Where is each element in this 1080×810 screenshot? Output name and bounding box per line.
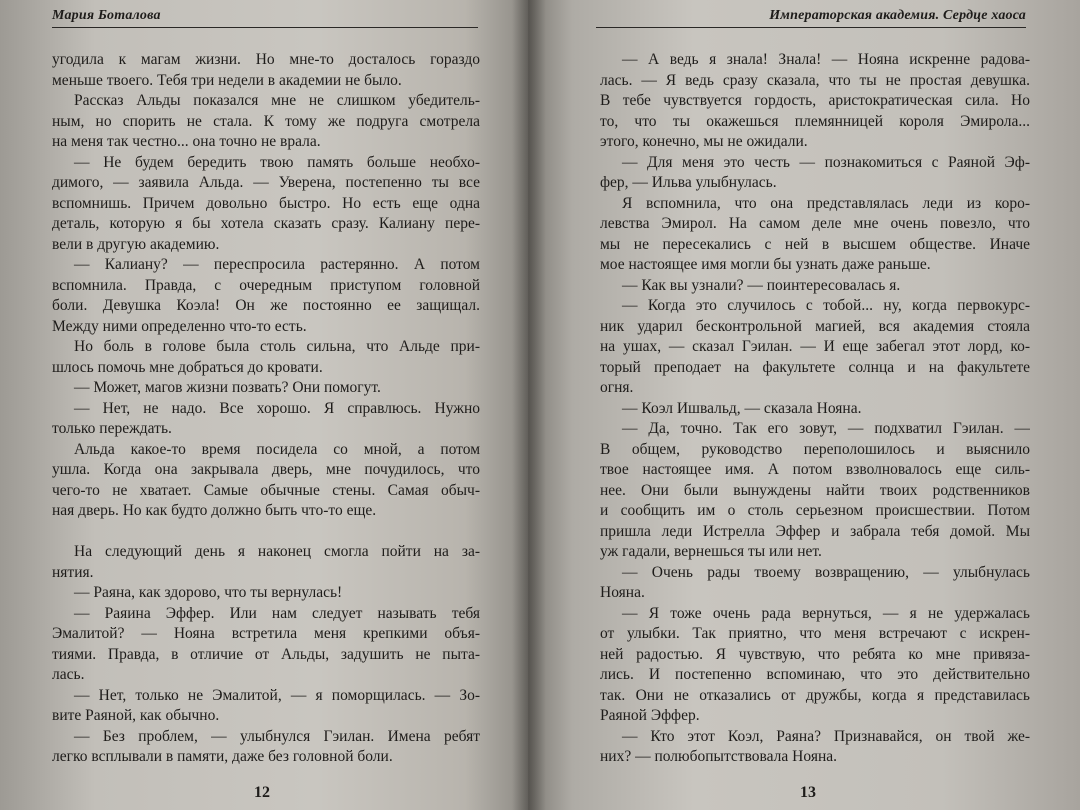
right-page bbox=[528, 0, 1080, 810]
text-line: торый преподает на факультете солнца и на факультете bbox=[600, 358, 1030, 376]
left-page-text bbox=[52, 50, 480, 768]
text-line: — Как вы узнали? — поинтересовалась я. bbox=[622, 276, 901, 294]
text-line: фер, — Ильва улыбнулась. bbox=[600, 174, 777, 191]
text-line: угодила к магам жизни. Но мне-то досталось гораздо bbox=[52, 51, 480, 68]
text-line: тиями. Правда, в отличие от Альды, задушить не пыта- bbox=[52, 645, 480, 663]
text-line: ушла. Когда она закрывала дверь, мне почудилось, что bbox=[52, 461, 480, 478]
left-page bbox=[0, 0, 528, 810]
text-line: ная дверь. Но как будто должно быть что-то еще. bbox=[52, 502, 377, 519]
text-line: — Кто этот Коэл, Раяна? Признавайся, он твой же- bbox=[622, 727, 1030, 745]
text-line: меньше твоего. Тебя три недели в академии не было. bbox=[52, 71, 402, 89]
text-line: левства Эмирол. На самом деле мне очень повезло, что bbox=[600, 215, 1030, 232]
text-line: нятия. bbox=[52, 563, 94, 581]
text-line: — Коэл Ишвальд, — сказала Нояна. bbox=[622, 399, 862, 417]
text-line: боли. Девушка Коэла! Он же постоянно ее защищал. bbox=[52, 297, 480, 314]
text-line: Эмалитой? — Нояна встретила меня крепкими объя- bbox=[52, 625, 480, 642]
text-line: ней радостью. Я чувствую, что ребята ко мне привяза- bbox=[600, 645, 1030, 663]
text-line: деталь, которую я бы хотела сказать сразу. Калиану пере- bbox=[52, 215, 480, 232]
text-line: — Не будем бередить твою память больше необхо- bbox=[74, 153, 480, 171]
text-line: — Когда это случилось с тобой... ну, когда первокурс- bbox=[622, 297, 1030, 314]
right-page-number: 13 bbox=[800, 784, 816, 801]
text-line: от улыбки. Так приятно, что меня встречают с искрен- bbox=[600, 625, 1030, 642]
text-line: В тебе чувствуется гордость, аристократическая сила. Но bbox=[600, 92, 1030, 109]
text-line: огня. bbox=[600, 379, 634, 396]
text-line: на ушах, — сказал Гэилан. — И еще забегал этот лорд, ко- bbox=[600, 338, 1030, 355]
text-line: лась. bbox=[52, 666, 85, 683]
text-line: уж гадали, вернешься ты или нет. bbox=[600, 543, 822, 560]
text-line: шлось помочь мне добраться до кровати. bbox=[52, 358, 323, 376]
text-line: — Без проблем, — улыбнулся Гэилан. Имена ребят bbox=[74, 727, 480, 745]
text-line: так. Они не отказались от дружбы, когда я представилась bbox=[600, 686, 1030, 704]
text-line: — Нет, только не Эмалитой, — я поморщилась. — Зо- bbox=[74, 686, 480, 704]
text-line: только переждать. bbox=[52, 420, 172, 437]
text-line: — Очень рады твоему возвращению, — улыбнулась bbox=[622, 563, 1030, 581]
text-line: Альда какое-то время посидела со мной, а потом bbox=[74, 440, 480, 458]
text-line: — Раяина Эффер. Или нам следует называть тебя bbox=[74, 604, 480, 622]
text-line: и сообщить им о столь серьезном происшествии. Потом bbox=[600, 502, 1030, 519]
text-line: Раяной Эффер. bbox=[600, 707, 700, 724]
text-line: мы не пересекались с ней в высшем обществе. Иначе bbox=[600, 235, 1030, 253]
text-line: — А ведь я знала! Знала! — Нояна искренне радова- bbox=[622, 51, 1030, 68]
text-line: Но боль в голове была столь сильна, что Альде при- bbox=[74, 338, 480, 355]
right-page-text bbox=[600, 50, 1030, 768]
text-line: — Я тоже очень рада вернуться, — я не удержалась bbox=[622, 604, 1030, 622]
text-line: — Раяна, как здорово, что ты вернулась! bbox=[74, 584, 343, 601]
text-line: — Может, магов жизни позвать? Они помогут. bbox=[74, 379, 381, 396]
text-line: вели в другую академию. bbox=[52, 235, 220, 253]
right-running-head: Императорская академия. Сердце хаоса bbox=[596, 8, 1026, 28]
text-line: пришла леди Истрелла Эффер и забрала тебя домой. Мы bbox=[600, 522, 1030, 540]
text-line: Я вспомнила, что она представлялась леди из коро- bbox=[622, 194, 1030, 212]
text-line: мое настоящее имя могли бы узнать даже раньше. bbox=[600, 256, 931, 273]
text-line: твое настоящее имя. А потом взволновалось еще силь- bbox=[600, 461, 1030, 478]
text-line: На следующий день я наконец смогла пойти на за- bbox=[74, 543, 480, 560]
text-line: вспомнила. Правда, с очередным приступом головной bbox=[52, 276, 480, 294]
text-line: этого, конечно, мы не ожидали. bbox=[600, 133, 808, 150]
text-line: чего-то не хватает. Самые обычные стены. Самая обыч- bbox=[52, 481, 480, 499]
text-line: — Для меня это честь — познакомиться с Раяной Эф- bbox=[622, 153, 1030, 171]
text-line: В общем, руководство переполошилось и выяснило bbox=[600, 440, 1030, 458]
text-line: нее. Они были вынуждены найти твоих родственников bbox=[600, 481, 1030, 499]
text-line: Нояна. bbox=[600, 584, 645, 601]
text-line: ным, но спорить не стала. К тому же подруга смотрела bbox=[52, 112, 480, 130]
left-running-head: Мария Боталова bbox=[52, 8, 478, 28]
text-line: них? — полюбопытствовала Нояна. bbox=[600, 748, 837, 765]
text-line: димого, — заявила Альда. — Уверена, постепенно ты все bbox=[52, 174, 480, 191]
left-page-number: 12 bbox=[254, 784, 270, 801]
text-line: — Нет, не надо. Все хорошо. Я справлюсь. Нужно bbox=[74, 399, 480, 417]
text-line: вите Раяной, как обычно. bbox=[52, 707, 220, 724]
text-line: — Да, точно. Так его зовут, — подхватил Гэилан. — bbox=[622, 420, 1030, 437]
text-line: Рассказ Альды показался мне не слишком убедитель- bbox=[74, 92, 480, 109]
text-line: — Калиану? — переспросила растерянно. А потом bbox=[74, 256, 480, 273]
text-line: на меня так честно... она точно не врала. bbox=[52, 133, 321, 150]
text-line: Между ними определенно что-то есть. bbox=[52, 317, 307, 335]
text-line: легко всплывали в памяти, даже без головной боли. bbox=[52, 748, 393, 765]
text-line: то, что ты окажешься племянницей короля Эмирола... bbox=[600, 112, 1030, 130]
text-line: вспомнишь. Причем довольно быстро. Но есть еще одна bbox=[52, 194, 480, 212]
text-line: лась. — Я ведь сразу сказала, что ты не простая девушка. bbox=[600, 71, 1030, 89]
text-line: ник ударил бесконтрольной магией, вся академия стояла bbox=[600, 317, 1030, 335]
text-line bbox=[52, 522, 480, 543]
text-line: лись. И постепенно вспоминаю, что это действительно bbox=[600, 666, 1030, 683]
